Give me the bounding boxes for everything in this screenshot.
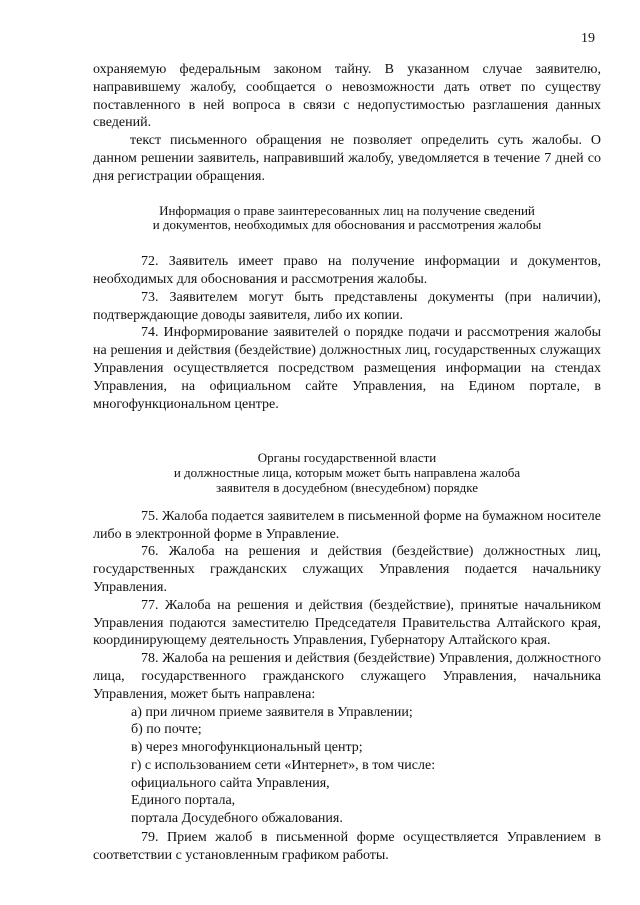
paragraph-79: 79. Прием жалоб в письменной форме осуществляется Управлением в соответствии с установленным графиком работы.: [93, 830, 601, 863]
information-title-line-2: и документов, необходимых для обоснования и рассмотрения жалобы: [152, 217, 542, 233]
document-content: [93, 61, 601, 865]
paragraph-72: 72. Заявитель имеет право на получение информации и документов, необходимых для обоснования и рассмотрения жалобы.: [93, 254, 601, 287]
intro-paragraph: охраняемую федеральным законом тайну. В указанном случае заявителю, направившему жалобу, сообщается о невозможности дать ответ по существу поставленного в ней вопроса в связи с недопустимостью разглашения данных сведений.: [93, 62, 601, 131]
authorities-title-line-2: и должностные лица, которым может быть направлена жалоба: [173, 465, 521, 481]
authorities-title: [93, 451, 601, 495]
sub-list-pre-trial-portal: портала Досудебного обжалования.: [131, 811, 343, 827]
list-item-v: в) через многофункциональный центр;: [131, 740, 363, 756]
paragraph-78: 78. Жалоба на решения и действия (бездействие) Управления, должностного лица, государственного гражданского служащего Управления, начальника Управления, может быть направлена:: [93, 651, 601, 702]
authorities-title-line-3: заявителя в досудебном (внесудебном) порядке: [215, 479, 479, 495]
sub-list-official-site: официального сайта Управления,: [131, 775, 330, 791]
complaint-text-paragraph: текст письменного обращения не позволяет определить суть жалобы. О данном решении заявитель, направивший жалобу, уведомляется в течение 7 дней со дня регистрации обращения.: [93, 133, 601, 184]
paragraph-77: 77. Жалоба на решения и действия (бездействие), принятые начальником Управления подаются заместителю Председателя Правительства Алтайского края, координирующему деятельность Управления, Губернатору Алтайского края.: [93, 597, 601, 649]
authorities-title-line-1: Органы государственной власти: [257, 450, 437, 466]
paragraph-73: 73. Заявителем могут быть представлены документы (при наличии), подтверждающие доводы заявителя, либо их копии.: [93, 289, 601, 323]
list-item-b: б) по почте;: [131, 722, 202, 738]
list-item-g: г) с использованием сети «Интернет», в том числе:: [131, 757, 436, 773]
information-rights-title: [93, 204, 601, 234]
paragraph-75: 75. Жалоба подается заявителем в письменной форме на бумажном носителе либо в электронной форме в Управление.: [93, 508, 601, 542]
list-item-a: а) при личном приеме заявителя в Управлении;: [131, 704, 413, 720]
paragraph-76: 76. Жалоба на решения и действия (бездействие) должностных лиц, государственных гражданских служащих Управления подается начальнику Управления.: [93, 544, 601, 595]
sub-list-single-portal: Единого портала,: [131, 793, 236, 809]
page-number: 19: [581, 31, 595, 46]
information-title-line-1: Информация о праве заинтересованных лиц на получение сведений: [159, 202, 535, 218]
paragraph-74: 74. Информирование заявителей о порядке подачи и рассмотрения жалобы на решения и действия (бездействие) должностных лиц, государственных служащих Управления осуществляется посредством размещения информации на стендах Управления, на официальном сайте Управления, на Едином портале, в многофункциональном центре.: [93, 325, 601, 412]
